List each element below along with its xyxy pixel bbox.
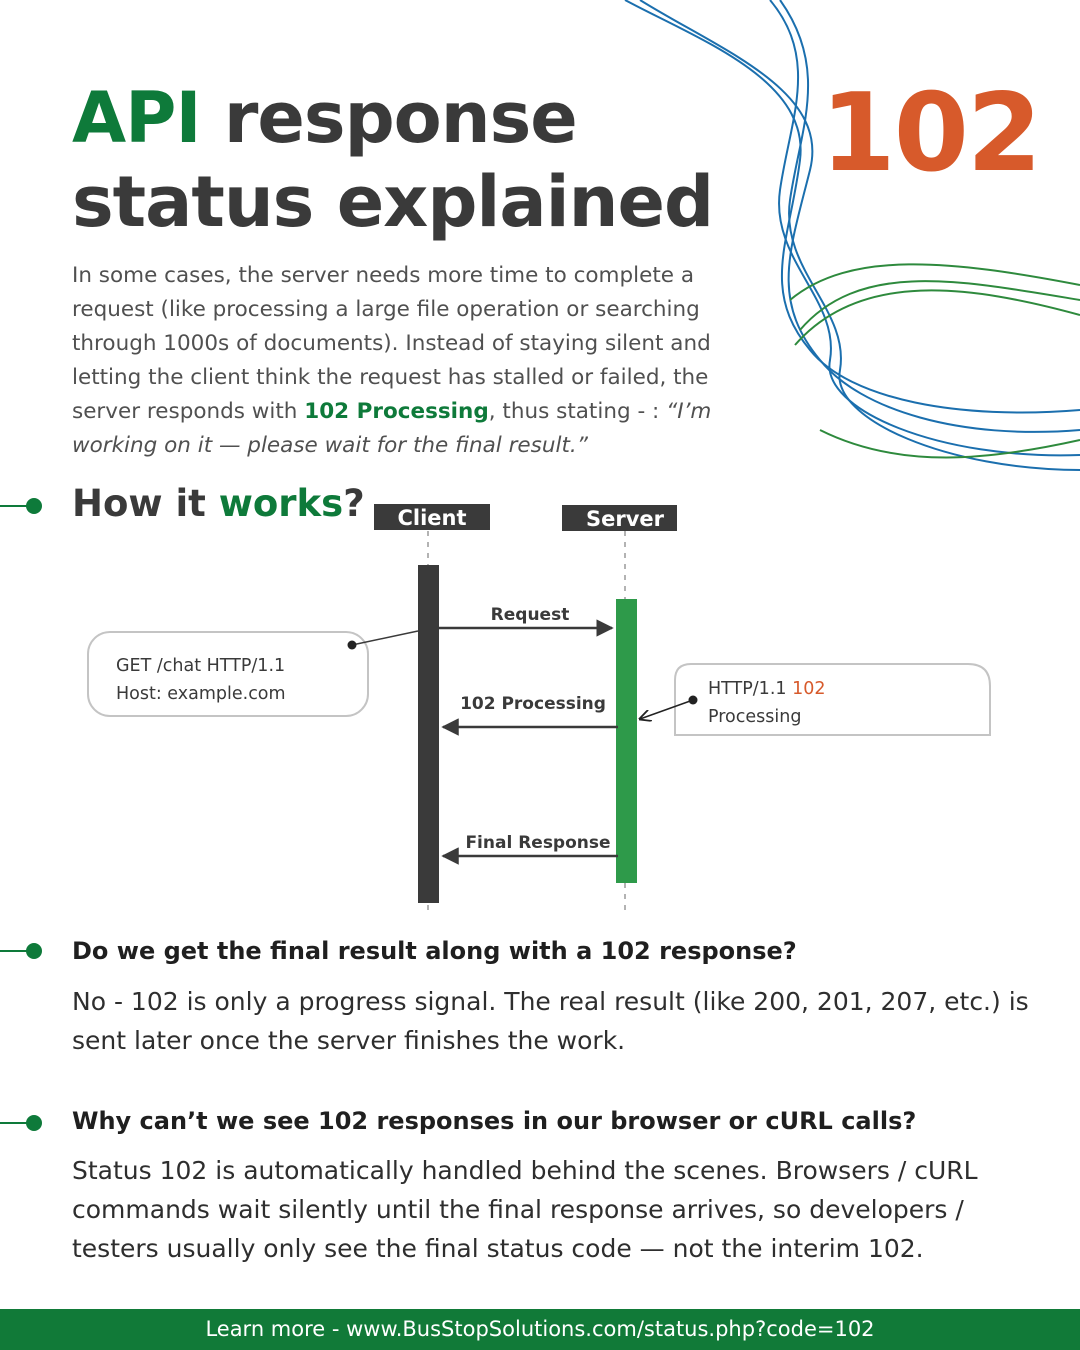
title-line1-rest: response xyxy=(200,77,577,159)
status-code-badge: 102 xyxy=(820,71,1040,196)
response-note-prefix: HTTP/1.1 xyxy=(708,679,793,699)
response-note-line2: Processing xyxy=(708,707,802,727)
sequence-diagram xyxy=(0,490,1080,920)
client-label: Client xyxy=(397,506,467,530)
processing-label: 102 Processing xyxy=(460,694,606,714)
title-line2: status explained xyxy=(72,161,714,243)
request-label: Request xyxy=(490,605,570,625)
bullet-marker xyxy=(0,1115,42,1131)
intro-text-before: In some cases, the server needs more time to complete a request (like processing a large file operation or searching through 1000s of documents). Instead of staying silent and letting the client think the request has stalled or failed, the server responds with xyxy=(72,263,711,424)
bullet-marker xyxy=(0,943,42,959)
response-note-dot xyxy=(689,696,698,705)
how-accent: works xyxy=(218,482,344,525)
final-response-label: Final Response xyxy=(465,833,611,853)
response-note-code: 102 xyxy=(792,679,826,699)
response-note-line1 xyxy=(708,679,825,699)
faq-question-2: Why can’t we see 102 responses in our browser or cURL calls? xyxy=(72,1107,917,1135)
client-activation-bar xyxy=(418,565,439,903)
faq-answer-2: Status 102 is automatically handled behind the scenes. Browsers / cURL commands wait silently until the final response arrives, so developers / testers usually only see the final status code — not the interim 102. xyxy=(72,1156,978,1263)
how-suffix: ? xyxy=(343,482,365,525)
server-activation-bar xyxy=(616,599,637,883)
footer-link[interactable]: Learn more - www.BusStopSolutions.com/status.php?code=102 xyxy=(0,1309,1080,1350)
request-note-dot xyxy=(348,641,357,650)
title-accent: API xyxy=(72,77,201,159)
page-title xyxy=(72,76,713,244)
how-prefix: How it xyxy=(72,482,219,525)
faq-answer-1: No - 102 is only a progress signal. The real result (like 200, 201, 207, etc.) is sent later once the server finishes the work. xyxy=(72,987,1029,1055)
intro-text-middle: , thus stating - : xyxy=(488,399,667,424)
request-note-line2: Host: example.com xyxy=(116,684,286,704)
server-label: Server xyxy=(585,507,665,531)
intro-quote: “I’m working on it — please wait for the final result.” xyxy=(72,399,712,458)
intro-highlight: 102 Processing xyxy=(304,399,489,424)
faq-question-1: Do we get the final result along with a 102 response? xyxy=(72,937,797,965)
request-note-line1: GET /chat HTTP/1.1 xyxy=(116,656,286,676)
intro-paragraph xyxy=(72,259,772,463)
